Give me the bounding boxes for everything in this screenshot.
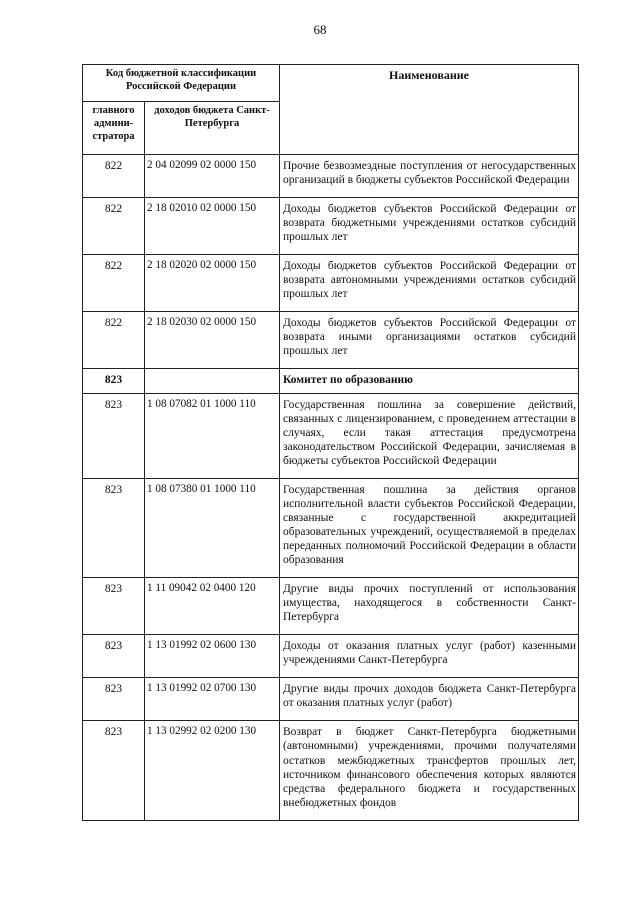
admin-code-cell: 822 <box>83 155 145 198</box>
income-code-cell <box>145 369 280 394</box>
income-code-cell: 1 13 02992 02 0200 130 <box>145 721 280 820</box>
table-row <box>83 479 579 578</box>
table-row <box>83 394 579 479</box>
table-row <box>83 312 579 369</box>
name-cell: Доходы бюджетов субъектов Российской Федерации от возврата бюджетными учреждениями остатков субсидий прошлых лет <box>280 198 579 255</box>
table-row <box>83 255 579 312</box>
budget-classification-table <box>82 64 579 821</box>
admin-code-cell: 823 <box>83 369 145 394</box>
income-code-cell: 2 18 02010 02 0000 150 <box>145 198 280 255</box>
name-cell: Доходы бюджетов субъектов Российской Федерации от возврата автономными учреждениями остатков субсидий прошлых лет <box>280 255 579 312</box>
admin-code-cell: 823 <box>83 394 145 479</box>
income-code-cell: 1 08 07082 01 1000 110 <box>145 394 280 479</box>
name-cell: Возврат в бюджет Санкт-Петербурга бюджетными (автономными) учреждениями, прочими получателями остатков межбюджетных трансфертов прошлых лет, источником финансового обеспечения которых являются средства федерального бюджета и государственных внебюджетных фондов <box>280 721 579 820</box>
name-cell: Доходы от оказания платных услуг (работ) казенными учреждениями Санкт-Петербурга <box>280 635 579 678</box>
name-cell: Государственная пошлина за действия органов исполнительной власти субъектов Российской Федерации, связанные с государственной аккредитацией образовательных учреждений, осуществляемой в пределах переданных полномочий Российской Федерации в области образования <box>280 479 579 578</box>
income-code-cell: 2 04 02099 02 0000 150 <box>145 155 280 198</box>
table-row <box>83 155 579 198</box>
admin-code-cell: 823 <box>83 721 145 820</box>
admin-code-cell: 823 <box>83 578 145 635</box>
income-code-cell: 1 13 01992 02 0600 130 <box>145 635 280 678</box>
income-code-cell: 2 18 02020 02 0000 150 <box>145 255 280 312</box>
table-row <box>83 635 579 678</box>
header-name: Наименование <box>280 65 579 155</box>
header-group-title: Код бюджетной классификации Российской Федерации <box>83 65 280 102</box>
page-number: 68 <box>313 22 327 37</box>
header-admin: главного админи-стратора <box>83 102 145 155</box>
admin-code-cell: 822 <box>83 255 145 312</box>
income-code-cell: 1 13 01992 02 0700 130 <box>145 678 280 721</box>
name-cell: Прочие безвозмездные поступления от негосударственных организаций в бюджеты субъектов Российской Федерации <box>280 155 579 198</box>
table-row <box>83 721 579 820</box>
admin-code-cell: 823 <box>83 635 145 678</box>
table-row <box>83 369 579 394</box>
admin-code-cell: 823 <box>83 479 145 578</box>
name-cell: Другие виды прочих поступлений от использования имущества, находящегося в собственности Санкт-Петербурга <box>280 578 579 635</box>
income-code-cell: 2 18 02030 02 0000 150 <box>145 312 280 369</box>
income-code-cell: 1 11 09042 02 0400 120 <box>145 578 280 635</box>
income-code-cell: 1 08 07380 01 1000 110 <box>145 479 280 578</box>
name-cell: Комитет по образованию <box>280 369 579 394</box>
table-row <box>83 678 579 721</box>
table-body <box>83 155 579 821</box>
table-row <box>83 198 579 255</box>
admin-code-cell: 823 <box>83 678 145 721</box>
name-cell: Доходы бюджетов субъектов Российской Федерации от возврата иными организациями остатков субсидий прошлых лет <box>280 312 579 369</box>
admin-code-cell: 822 <box>83 312 145 369</box>
name-cell: Другие виды прочих доходов бюджета Санкт-Петербурга от оказания платных услуг (работ) <box>280 678 579 721</box>
name-cell: Государственная пошлина за совершение действий, связанных с лицензированием, с проведением аттестации в случаях, если такая аттестация предусмотрена законодательством Российской Федерации, зачисляемая в бюджеты субъектов Российской Федерации <box>280 394 579 479</box>
table-row <box>83 578 579 635</box>
header-income-code: доходов бюджета Санкт-Петербурга <box>145 102 280 155</box>
admin-code-cell: 822 <box>83 198 145 255</box>
